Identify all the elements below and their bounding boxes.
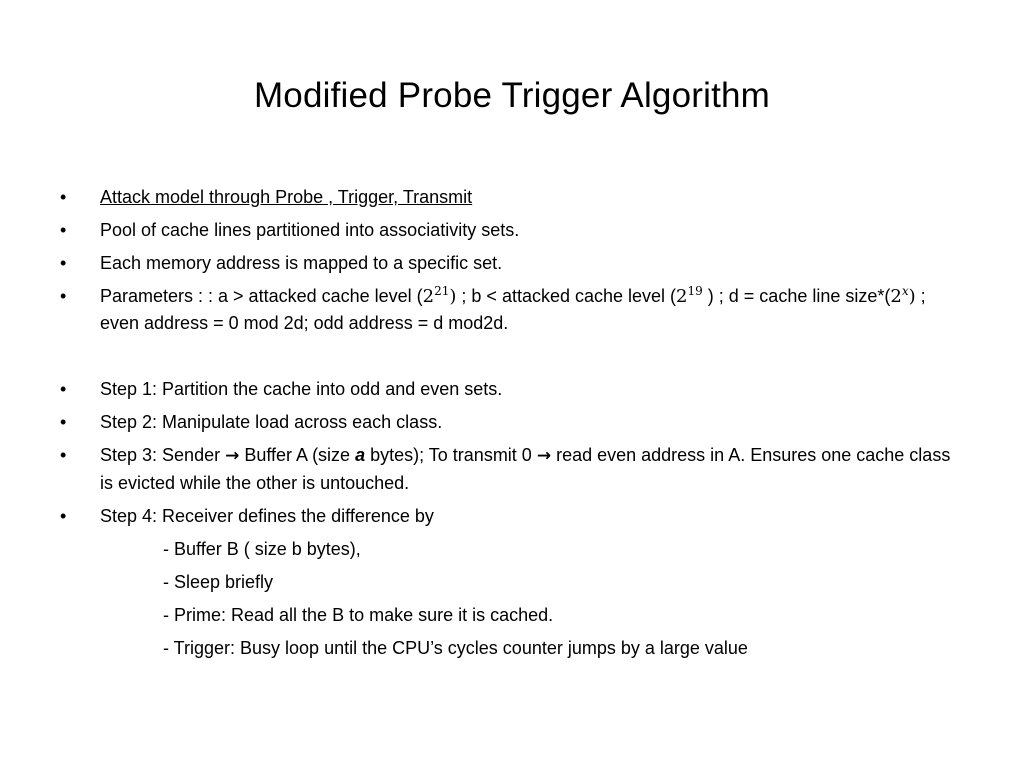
bullet-dot: •: [60, 445, 67, 465]
math-2-19: [676, 286, 703, 307]
bullet-text: Pool of cache lines partitioned into associativity sets.: [100, 220, 520, 240]
bullet-text: Step 4: Receiver defines the difference by: [100, 506, 434, 526]
step3-size-a: a: [355, 445, 366, 465]
slide-title: Modified Probe Trigger Algorithm: [253, 76, 771, 115]
math-close: ): [449, 286, 457, 307]
bullet-step-3: [60, 442, 960, 497]
bullet-dot: •: [60, 220, 67, 240]
bullet-text: Step 2: Manipulate load across each class.: [100, 412, 443, 432]
bullet-dot: •: [60, 412, 67, 432]
math-base: 2: [422, 286, 435, 307]
bullet-step-2: [60, 409, 960, 436]
sub-item-prime: - Prime: Read all the B to make sure it is cached.: [163, 605, 554, 625]
slide-body: [60, 184, 960, 668]
param-text-2: ; b < attacked cache level (: [456, 286, 677, 306]
bullet-dot: •: [60, 253, 67, 273]
bullet-mapping: [60, 250, 960, 277]
math-base: 2: [676, 286, 688, 307]
param-text-4: ; even address = 0 mod 2d; odd address = d mod2d.: [100, 286, 926, 333]
spacer: [60, 343, 960, 376]
bullet-text: Step 1: Partition the cache into odd and even sets.: [100, 379, 503, 399]
step3-text-3: bytes); To transmit 0: [365, 445, 537, 465]
bullet-dot: •: [60, 286, 67, 306]
bullet-dot: •: [60, 506, 67, 526]
math-exponent: 19: [687, 284, 703, 298]
right-arrow-icon: →: [536, 446, 552, 466]
bullet-step-1: [60, 376, 960, 403]
bullet-attack-model: [60, 184, 960, 211]
bullet-dot: •: [60, 379, 67, 399]
bullet-text: Each memory address is mapped to a specific set.: [100, 253, 503, 273]
math-2-21: [423, 286, 457, 307]
step3-text-4: read even address in A. Ensures one cache class is evicted while the other is untouched.: [100, 445, 951, 493]
bullet-parameters: [60, 283, 960, 337]
sub-item-buffer-b: - Buffer B ( size b bytes),: [163, 539, 361, 559]
math-base: 2: [890, 286, 902, 307]
math-2-x: [890, 286, 915, 307]
bullet-text: Attack model through Probe , Trigger, Transmit: [100, 187, 473, 207]
sub-item-sleep: - Sleep briefly: [163, 572, 274, 592]
math-close: ): [908, 286, 916, 307]
bullet-step-4: [60, 503, 960, 530]
bullet-dot: •: [60, 187, 67, 207]
math-exponent: 21: [434, 284, 450, 298]
step3-text-1: Step 3: Sender: [100, 445, 226, 465]
sub-item-trigger: - Trigger: Busy loop until the CPU’s cycles counter jumps by a large value: [163, 638, 748, 658]
param-text-3: ) ; d = cache line size*(: [702, 286, 891, 306]
step3-text-2: Buffer A (size: [239, 445, 356, 465]
param-text-1: Parameters : : a > attacked cache level (: [100, 286, 423, 306]
bullet-pool: [60, 217, 960, 244]
math-exponent: x: [901, 284, 909, 298]
right-arrow-icon: →: [225, 446, 240, 466]
